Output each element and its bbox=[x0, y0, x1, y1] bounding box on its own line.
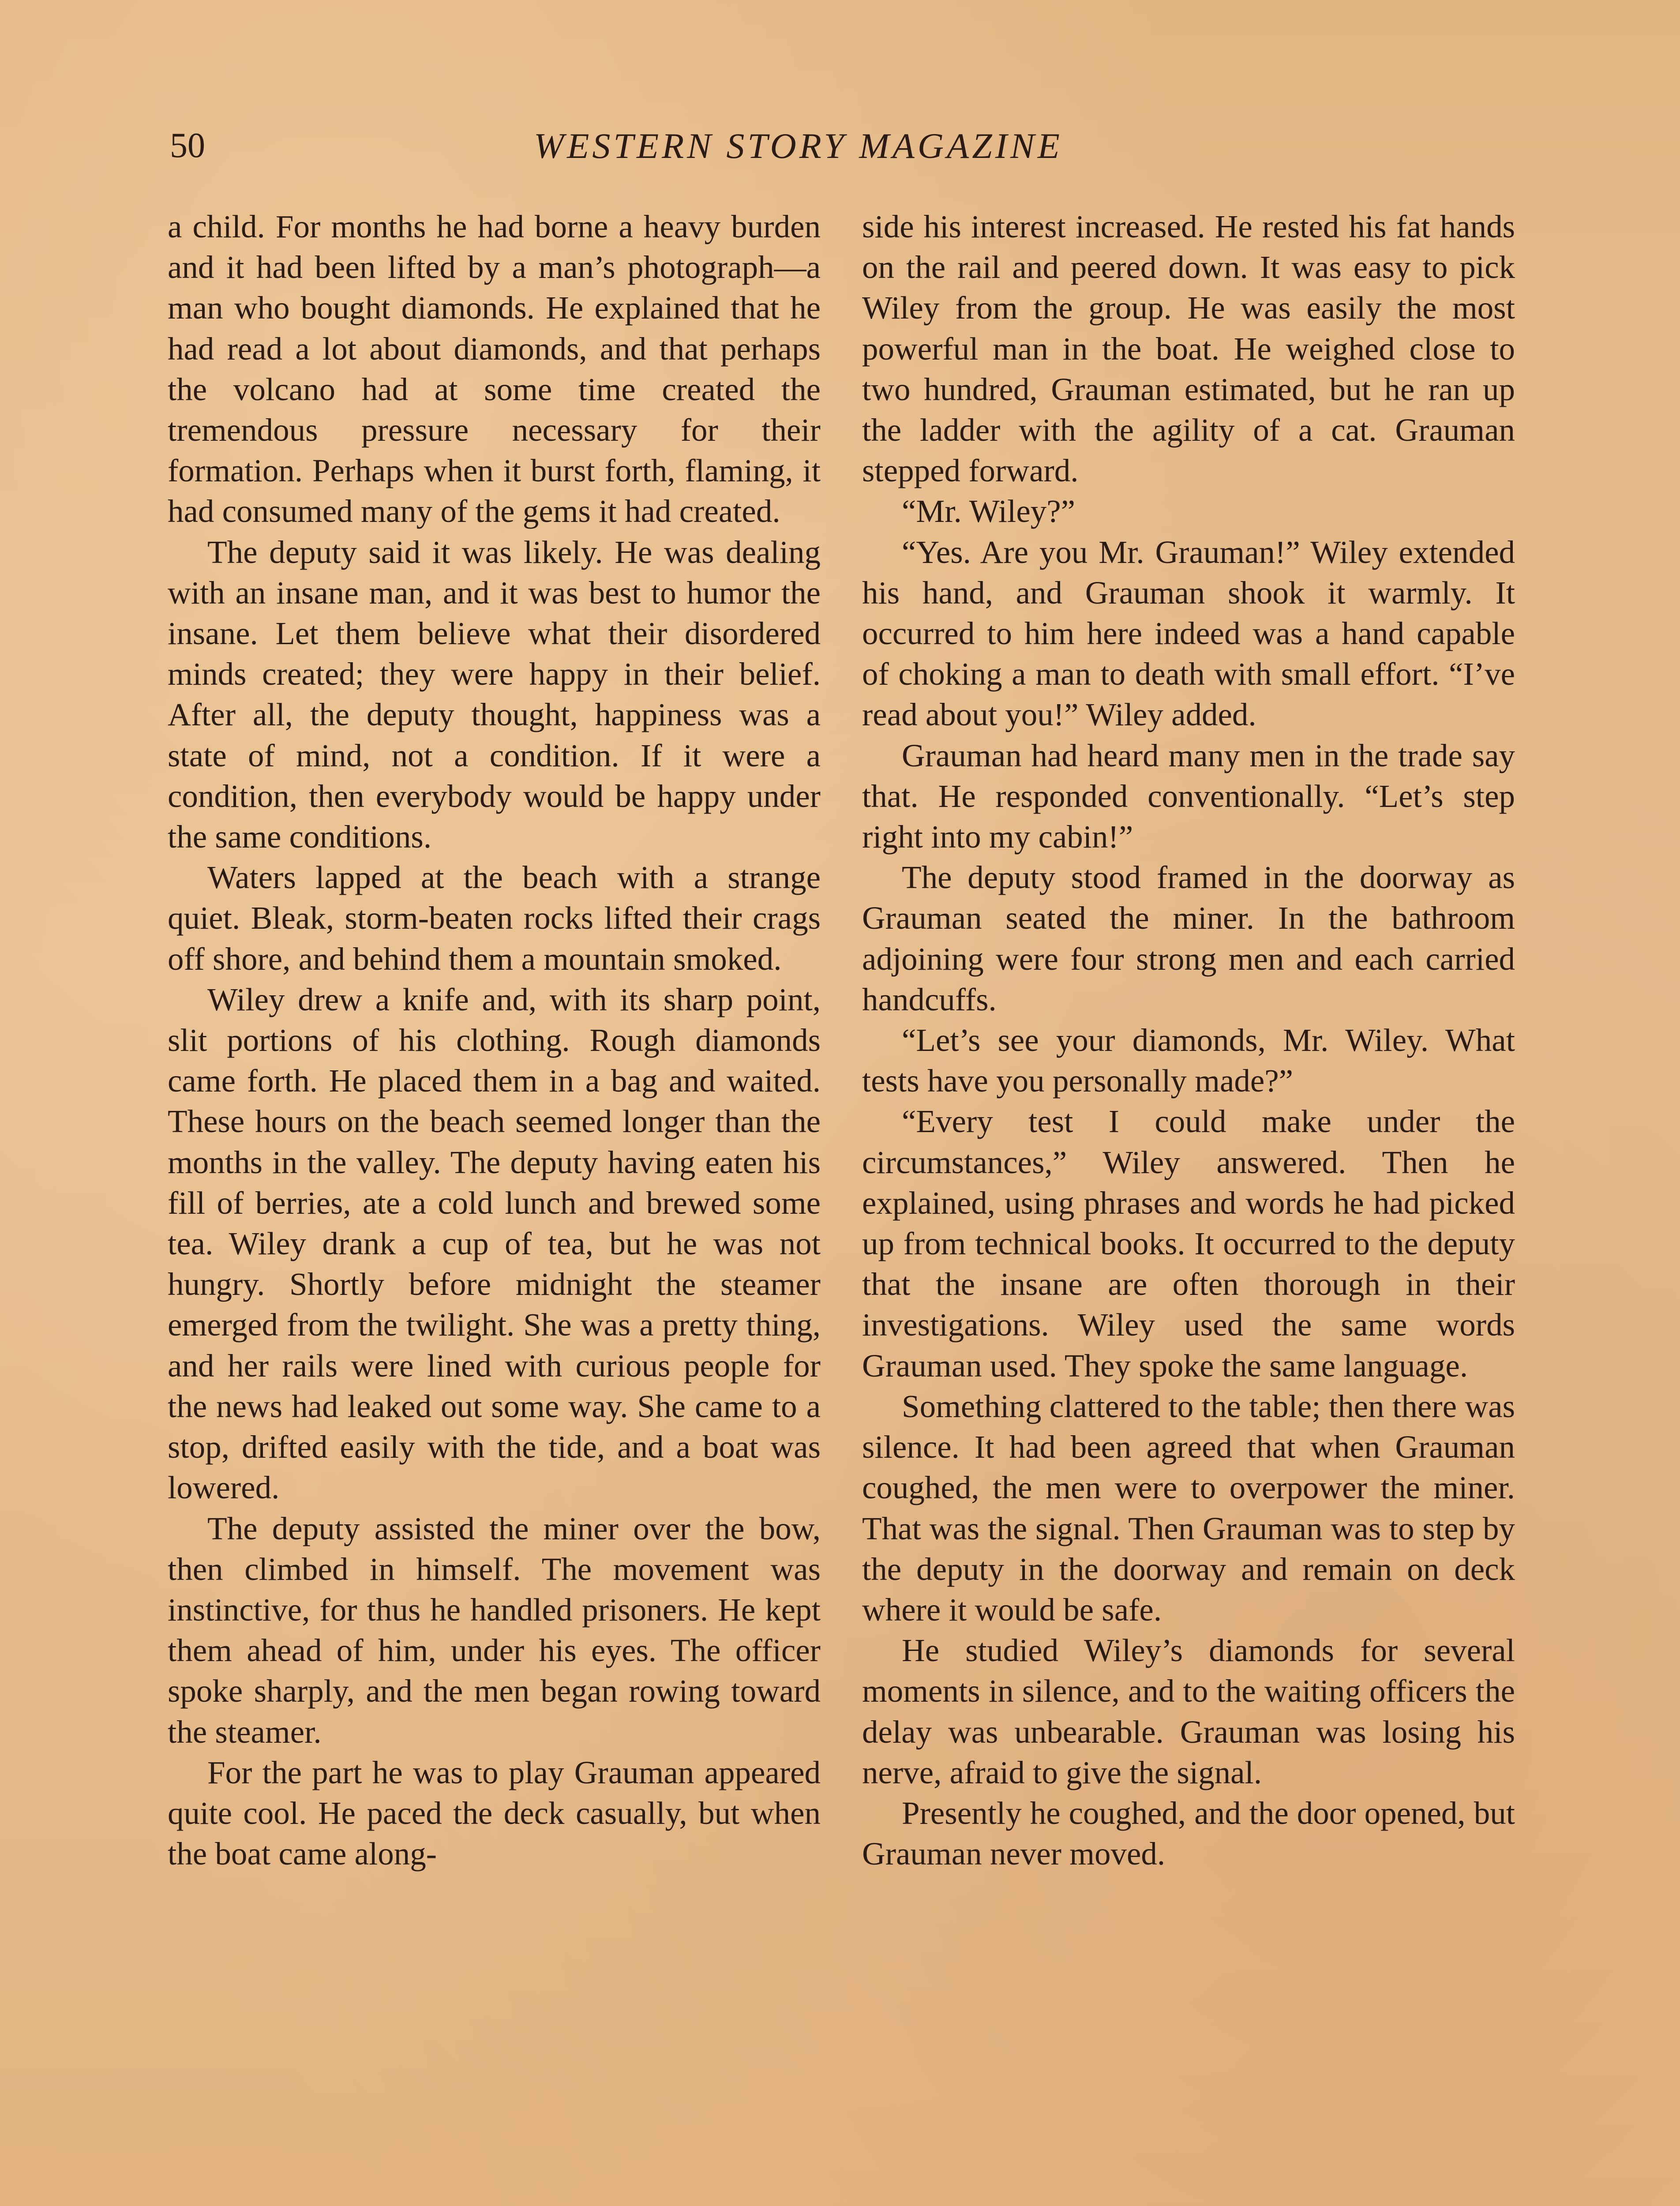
paragraph: Waters lapped at the beach with a strange quiet. Bleak, storm-beaten rocks lifted their crags off shore, and behind them a mountain smoked. bbox=[168, 859, 821, 977]
paragraph: “Every test I could make under the circumstances,” Wiley answered. Then he explained, using phrases and words he had picked up from technical books. It occurred to the deputy that the insane are often thorough in their investigations. Wiley used the same words Grauman used. They spoke the same language. bbox=[862, 1103, 1515, 1384]
paragraph: The deputy stood framed in the doorway as Grauman seated the miner. In the bathroom adjoining were four strong men and each carried handcuffs. bbox=[862, 859, 1515, 1017]
paragraph: “Mr. Wiley?” bbox=[902, 493, 1076, 529]
paragraph: The deputy assisted the miner over the bow, then climbed in himself. The movement was instinctive, for thus he handled prisoners. He kept them ahead of him, under his eyes. The officer spoke sharply, and the men began rowing toward the steamer. bbox=[168, 1510, 821, 1750]
paragraph: Grauman had heard many men in the trade say that. He responded conventionally. “Let’s step right into my cabin!” bbox=[862, 737, 1515, 855]
right-column bbox=[862, 206, 1515, 1874]
paragraph: For the part he was to play Grauman appeared quite cool. He paced the deck casually, but when the boat came along- bbox=[168, 1754, 821, 1872]
paragraph: “Let’s see your diamonds, Mr. Wiley. What tests have you personally made?” bbox=[862, 1022, 1515, 1099]
running-head: WESTERN STORY MAGAZINE bbox=[534, 126, 1063, 166]
paragraph: The deputy said it was likely. He was dealing with an insane man, and it was best to humor the insane. Let them believe what their disordered minds created; they were happy in their belief. After all, the deputy thought, happiness was a state of mind, not a condition. If it were a condition, then everybody would be happy under the same conditions. bbox=[168, 534, 821, 855]
paragraph: a child. For months he had borne a heavy burden and it had been lifted by a man’s photograph—a man who bought diamonds. He explained that he had read a lot about diamonds, and that perhaps the volcano had at some time created the tremendous pressure necessary for their formation. Perhaps when it burst forth, flaming, it had consumed many of the gems it had created. bbox=[168, 209, 821, 529]
paragraph: side his interest increased. He rested his fat hands on the rail and peered down. It was easy to pick Wiley from the group. He was easily the most powerful man in the boat. He weighed close to two hundred, Grauman estimated, but he ran up the ladder with the agility of a cat. Grauman stepped forward. bbox=[862, 209, 1515, 489]
left-column bbox=[168, 206, 821, 1874]
paragraph: Something clattered to the table; then there was silence. It had been agreed that when Grauman coughed, the men were to overpower the miner. That was the signal. Then Grauman was to step by the deputy in the doorway and remain on deck where it would be safe. bbox=[862, 1388, 1515, 1628]
paragraph: Presently he coughed, and the door opened, but Grauman never moved. bbox=[862, 1795, 1515, 1872]
paragraph: “Yes. Are you Mr. Grauman!” Wiley extended his hand, and Grauman shook it warmly. It occurred to him here indeed was a hand capable of choking a man to death with small effort. “I’ve read about you!” Wiley added. bbox=[862, 534, 1515, 733]
paragraph: He studied Wiley’s diamonds for several moments in silence, and to the waiting officers the delay was unbearable. Grauman was losing his nerve, afraid to give the signal. bbox=[862, 1632, 1515, 1790]
page-number: 50 bbox=[170, 126, 205, 165]
paragraph: Wiley drew a knife and, with its sharp point, slit portions of his clothing. Rough diamonds came forth. He placed them in a bag and waited. These hours on the beach seemed longer than the months in the valley. The deputy having eaten his fill of berries, ate a cold lunch and brewed some tea. Wiley drank a cup of tea, but he was not hungry. Shortly before midnight the steamer emerged from the twilight. She was a pretty thing, and her rails were lined with curious people for the news had leaked out some way. She came to a stop, drifted easily with the tide, and a boat was lowered. bbox=[168, 981, 821, 1506]
